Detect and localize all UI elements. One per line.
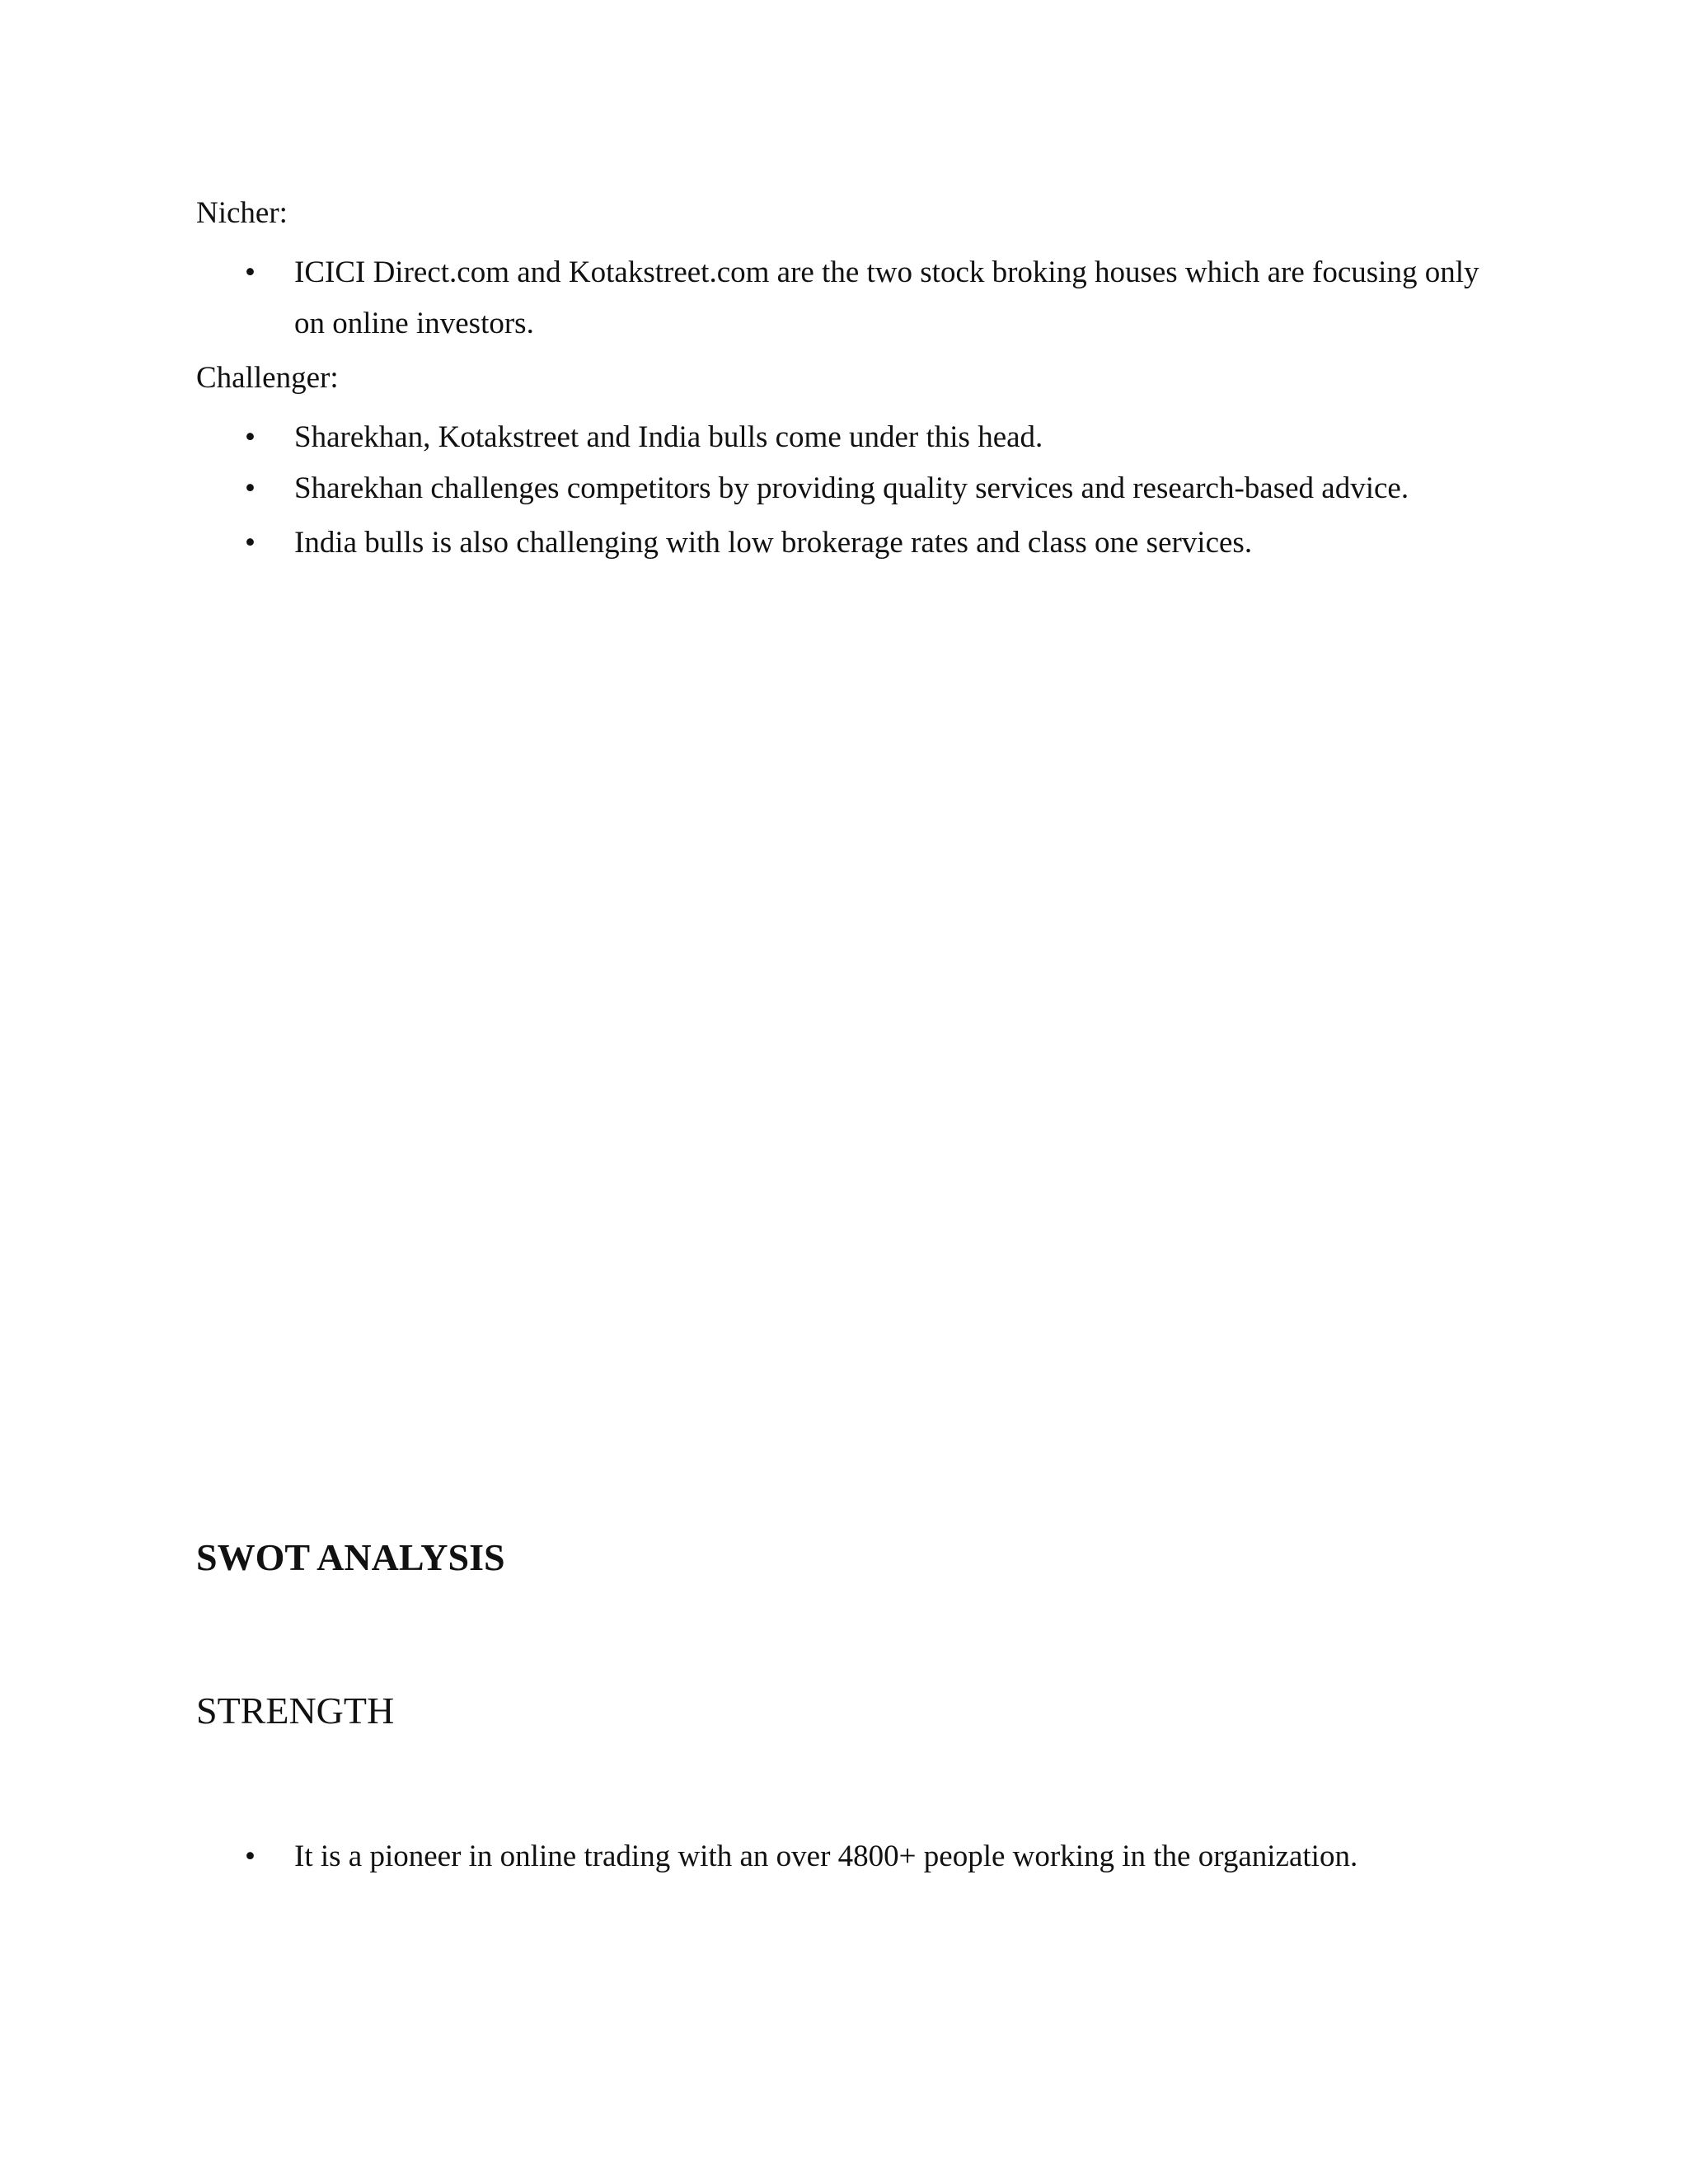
bullet-icon: •: [245, 420, 256, 454]
challenger-item: Sharekhan, Kotakstreet and India bulls come under this head.: [294, 420, 1043, 454]
nicher-item-line2: on online investors.: [294, 307, 534, 340]
bullet-icon: •: [245, 255, 256, 289]
challenger-item: Sharekhan challenges competitors by providing quality services and research-based advice.: [294, 471, 1409, 505]
challenger-item: India bulls is also challenging with low brokerage rates and class one services.: [294, 526, 1253, 560]
bullet-icon: •: [245, 471, 256, 505]
strength-heading: STRENGTH: [196, 1690, 395, 1732]
bullet-icon: •: [245, 526, 256, 560]
nicher-item-line1: ICICI Direct.com and Kotakstreet.com are the two stock broking houses which are focusing only: [294, 255, 1479, 289]
challenger-label: Challenger:: [196, 361, 339, 395]
bullet-icon: •: [245, 1840, 256, 1873]
swot-heading: SWOT ANALYSIS: [196, 1536, 505, 1578]
strength-item: It is a pioneer in online trading with an over 4800+ people working in the organization.: [294, 1840, 1358, 1873]
nicher-label: Nicher:: [196, 196, 288, 230]
